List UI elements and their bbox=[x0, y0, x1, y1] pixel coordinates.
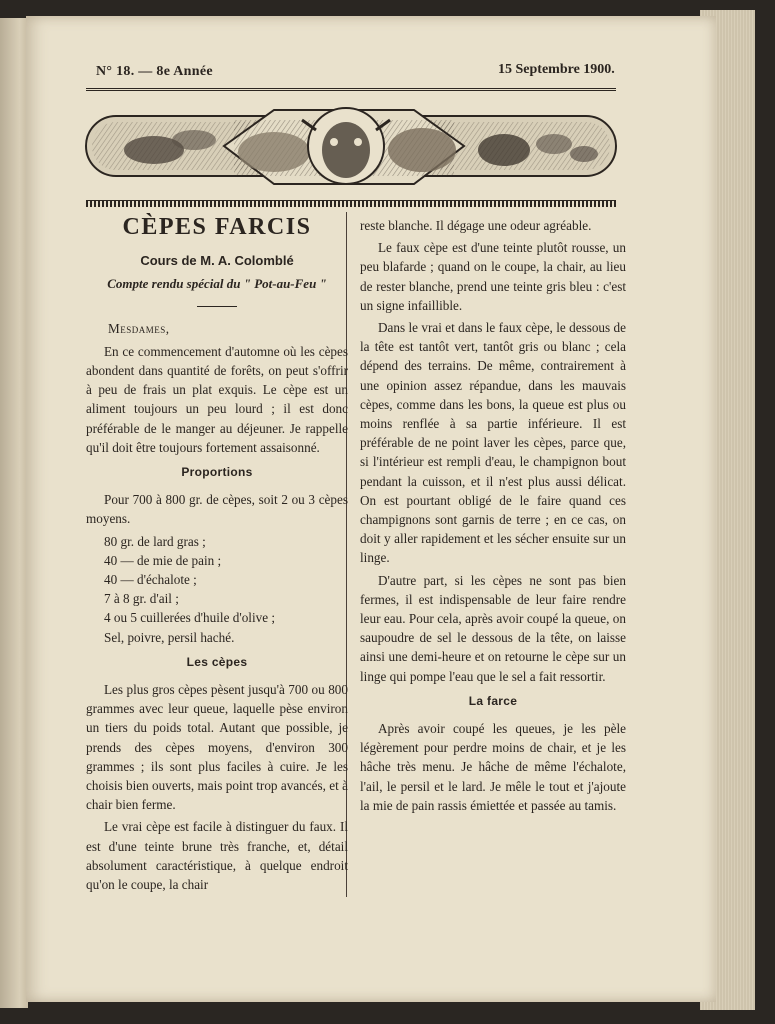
right-column bbox=[360, 216, 626, 818]
cepes-paragraph-1: Les plus gros cèpes pèsent jusqu'à 700 ou 800 grammes avec leur queue, laquelle pèse environ un tiers du poids total. Autant que possible, je prends des cèpes moyens, d'environ 300 grammes ; ils sont plus faciles à cuire. Je les choisis bien ouverts, mais point trop avancés, et à chair bien ferme. bbox=[86, 682, 348, 813]
intro-paragraph: En ce commencement d'automne où les cèpes abondent dans quantité de forêts, on peut s'offrir à peu de frais un plat exquis. Le cèpe est un aliment toujours un peu lourd ; il est donc préférable de le manger au déjeuner. Je rappelle qu'il doit être toujours fortement assaisonné. bbox=[86, 343, 348, 455]
ingredient-item: Sel, poivre, persil haché. bbox=[104, 629, 235, 645]
issue-date: 15 Septembre 1900. bbox=[498, 62, 615, 77]
issue-number: N° 18. — 8e Année bbox=[96, 64, 213, 79]
report-credit: Compte rendu spécial du " Pot-au-Feu " bbox=[107, 276, 327, 292]
autre-part-paragraph: D'autre part, si les cèpes ne sont pas bien fermes, il est indispensable de leur faire rendre leur eau. Pour cela, après avoir coupé la queue, on saupoudre de sel le dessous de la tête, on laisse ainsi une demi-heure et on retourne le cèpe sur un linge qui pompe l'eau que le sel a fait ressortir. bbox=[360, 572, 626, 684]
short-rule bbox=[197, 306, 237, 307]
ingredient-item: 80 gr. de lard gras ; bbox=[104, 533, 206, 549]
proportions-intro: Pour 700 à 800 gr. de cèpes, soit 2 ou 3 cèpes moyens. bbox=[86, 492, 348, 527]
proportions-heading: Proportions bbox=[181, 465, 253, 480]
ingredient-item: 40 — de mie de pain ; bbox=[104, 552, 222, 568]
farce-heading: La farce bbox=[468, 693, 518, 708]
header-rule bbox=[86, 88, 616, 91]
ingredient-item: 4 ou 5 cuillerées d'huile d'olive ; bbox=[104, 610, 276, 626]
farce-paragraph: Après avoir coupé les queues, je les pèle légèrement pour perdre moins de chair, et je les hâche très menu. Je hâche de même l'échalote, l'ail, le persil et le lard. Je mêle le tout et j'ajoute la mie de pain rassis émiettée et passée au tamis. bbox=[360, 721, 626, 813]
facing-page-edge bbox=[0, 18, 28, 1008]
farm-animals-vignette-icon bbox=[84, 100, 618, 192]
faux-cepe-paragraph: Le faux cèpe est d'une teinte plutôt rousse, un peu blafarde ; quand on le coupe, la chair, au lieu de rester blanche, prend une teinte gris bleu : c'est un signe infaillible. bbox=[360, 240, 626, 313]
cepes-heading: Les cèpes bbox=[186, 654, 248, 669]
left-column bbox=[86, 216, 348, 897]
ingredient-item: 7 à 8 gr. d'ail ; bbox=[104, 591, 179, 607]
article-title: CÈPES FARCIS bbox=[122, 214, 312, 240]
continued-paragraph: reste blanche. Il dégage une odeur agréable. bbox=[360, 218, 592, 233]
ingredient-item: 40 — d'échalote ; bbox=[104, 572, 197, 588]
dessous-paragraph: Dans le vrai et dans le faux cèpe, le dessous de la tête est tantôt vert, tantôt gris ou blanc ; cela dépend des terrains. De même, contrairement à une opinion assez répandue, dans les mauvais cèpes, comme dans les bons, la queue est plus ou moins renflée à sa partie inférieure. Il est préférable de ne point laver les cèpes, parce que, si l'intérieur est rempli d'eau, le champignon bout pendant la cuisson, et il n'est plus aussi délicat. On est pourtant obligé de le faire quand ces champignons sont garnis de terre ; en ce cas, on doit y aller rapidement et les sécher ensuite sur un linge. bbox=[360, 320, 626, 566]
cepes-paragraph-2: Le vrai cèpe est facile à distinguer du faux. Il est d'une teinte brune très franche, et, détail absolument caractéristique, à quelque endroit qu'on le coupe, la chair bbox=[86, 819, 348, 893]
salutation: Mesdames, bbox=[108, 320, 170, 336]
banner-rule bbox=[86, 200, 616, 207]
course-author: Cours de M. A. Colomblé bbox=[140, 253, 294, 269]
